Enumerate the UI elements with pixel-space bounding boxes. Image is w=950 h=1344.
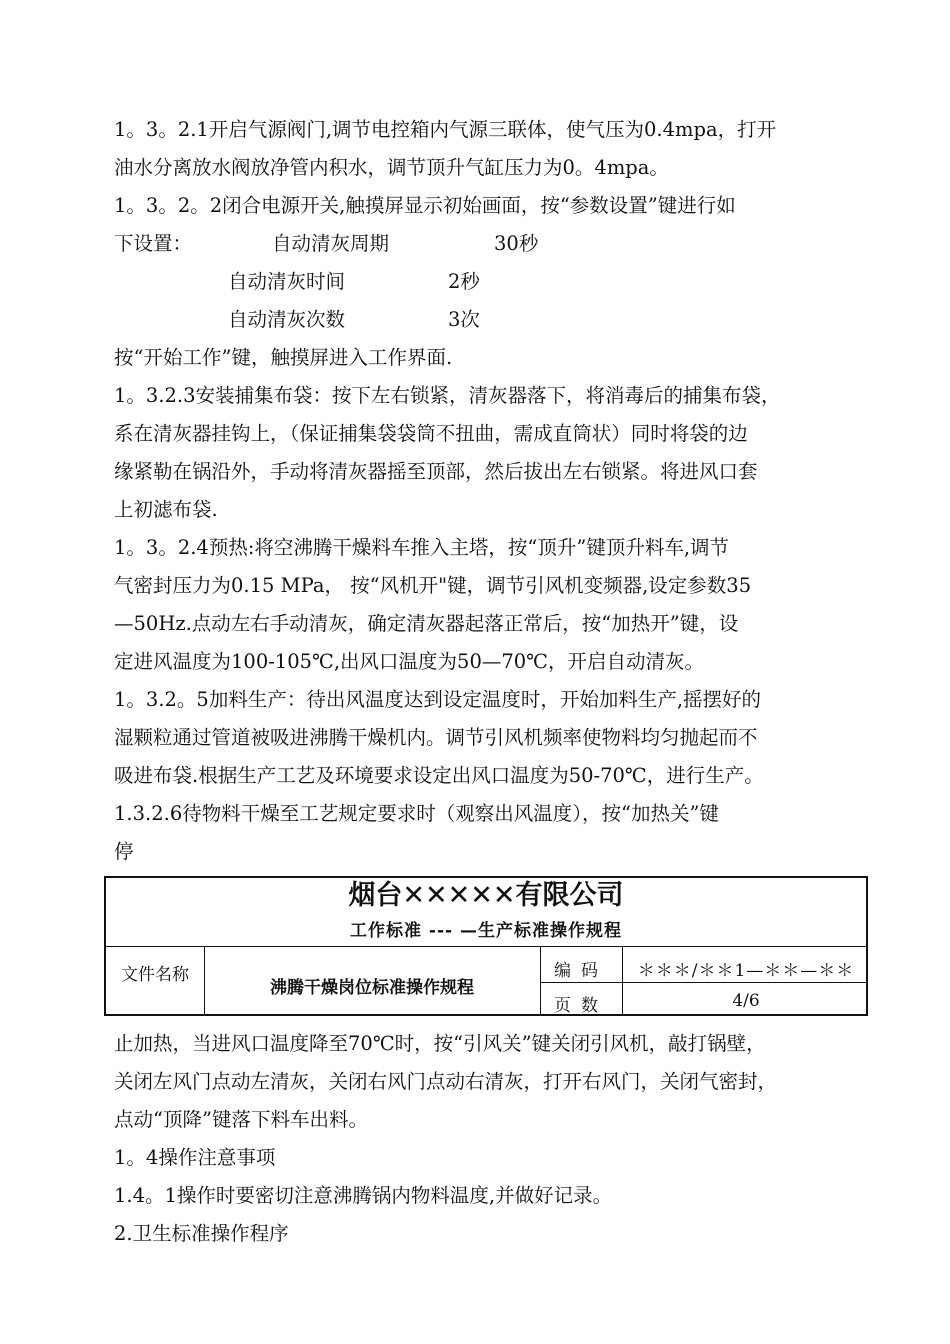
text-line: 上初滤布袋. [114, 498, 218, 521]
divider [540, 982, 866, 983]
text-line: 1.3.2.6待物料干燥至工艺规定要求时（观察出风温度），按“加热关”键 [114, 802, 719, 825]
setting-value: 30秒 [494, 232, 539, 255]
file-name-label: 文件名称 [121, 965, 189, 985]
page-number: 4/6 [732, 991, 760, 1011]
text-line: 缘紧勒在锅沿外，手动将清灰器摇至顶部，然后拔出左右锁紧。将进风口套 [114, 460, 758, 483]
setting-name: 自动清灰周期 [272, 232, 390, 255]
text-line: 止加热，当进风口温度降至70℃时，按“引风关”键关闭引风机，敲打锅壁， [114, 1032, 766, 1055]
company-name: 烟台✕✕✕✕✕有限公司 [348, 880, 624, 911]
setting-value: 2秒 [448, 270, 480, 293]
header-subtitle: 工作标准 --- —生产标准操作规程 [349, 921, 622, 941]
text-line: 湿颗粒通过管道被吸进沸腾干燥机内。调节引风机频率使物料均匀抛起而不 [114, 726, 758, 749]
text-line: 1。3.2。5加料生产：待出风温度达到设定温度时，开始加料生产,摇摆好的 [114, 688, 762, 711]
text-line: 1。3。2。2闭合电源开关,触摸屏显示初始画面，按“参数设置”键进行如 [114, 194, 736, 217]
setting-value: 3次 [448, 308, 480, 331]
text-line: 油水分离放水阀放净管内积水，调节顶升气缸压力为0。4mpa。 [114, 156, 669, 179]
text-line: 按“开始工作”键，触摸屏进入工作界面. [114, 346, 453, 369]
section-heading: 1。4操作注意事项 [114, 1146, 276, 1169]
text-line: 1.4。1操作时要密切注意沸腾锅内物料温度,并做好记录。 [114, 1184, 613, 1207]
code-label: 编码 [554, 961, 608, 981]
text-line: 定进风温度为100-105℃,出风口温度为50—70℃，开启自动清灰。 [114, 650, 704, 673]
file-name-value: 沸腾干燥岗位标准操作规程 [270, 978, 474, 998]
settings-prefix: 下设置： [114, 232, 193, 255]
text-line: 1。3.2.3安装捕集布袋：按下左右锁紧，清灰器落下，将消毒后的捕集布袋， [114, 384, 781, 407]
document-header [104, 876, 868, 1016]
setting-name: 自动清灰时间 [228, 270, 346, 293]
divider [106, 946, 866, 947]
text-line: 点动“顶降”键落下料车出料。 [114, 1108, 368, 1131]
text-line: 气密封压力为0.15 MPa， 按“风机开"键，调节引风机变频器,设定参数35 [114, 574, 752, 597]
setting-name: 自动清灰次数 [228, 308, 346, 331]
text-line: 系在清灰器挂钩上，（保证捕集袋袋筒不扭曲，需成直筒状）同时将袋的边 [114, 422, 748, 445]
section-heading: 2.卫生标准操作程序 [114, 1222, 289, 1245]
text-line: 吸进布袋.根据生产工艺及环境要求设定出风口温度为50-70℃，进行生产。 [114, 764, 764, 787]
text-line: 关闭左风门点动左清灰，关闭右风门点动右清灰，打开右风门，关闭气密封， [114, 1070, 778, 1093]
code-value: ＊＊＊/＊＊1—＊＊—＊＊ [637, 961, 855, 981]
text-line: 1。3。2.1开启气源阀门,调节电控箱内气源三联体，使气压为0.4mpa，打开 [114, 118, 777, 141]
text-line: 1。3。2.4预热:将空沸腾干燥料车推入主塔，按“顶升”键顶升料车,调节 [114, 536, 730, 559]
text-line: 停 [114, 840, 134, 863]
text-line: —50Hz.点动左右手动清灰，确定清灰器起落正常后，按“加热开”键，设 [114, 612, 739, 635]
page-label: 页数 [554, 996, 608, 1016]
